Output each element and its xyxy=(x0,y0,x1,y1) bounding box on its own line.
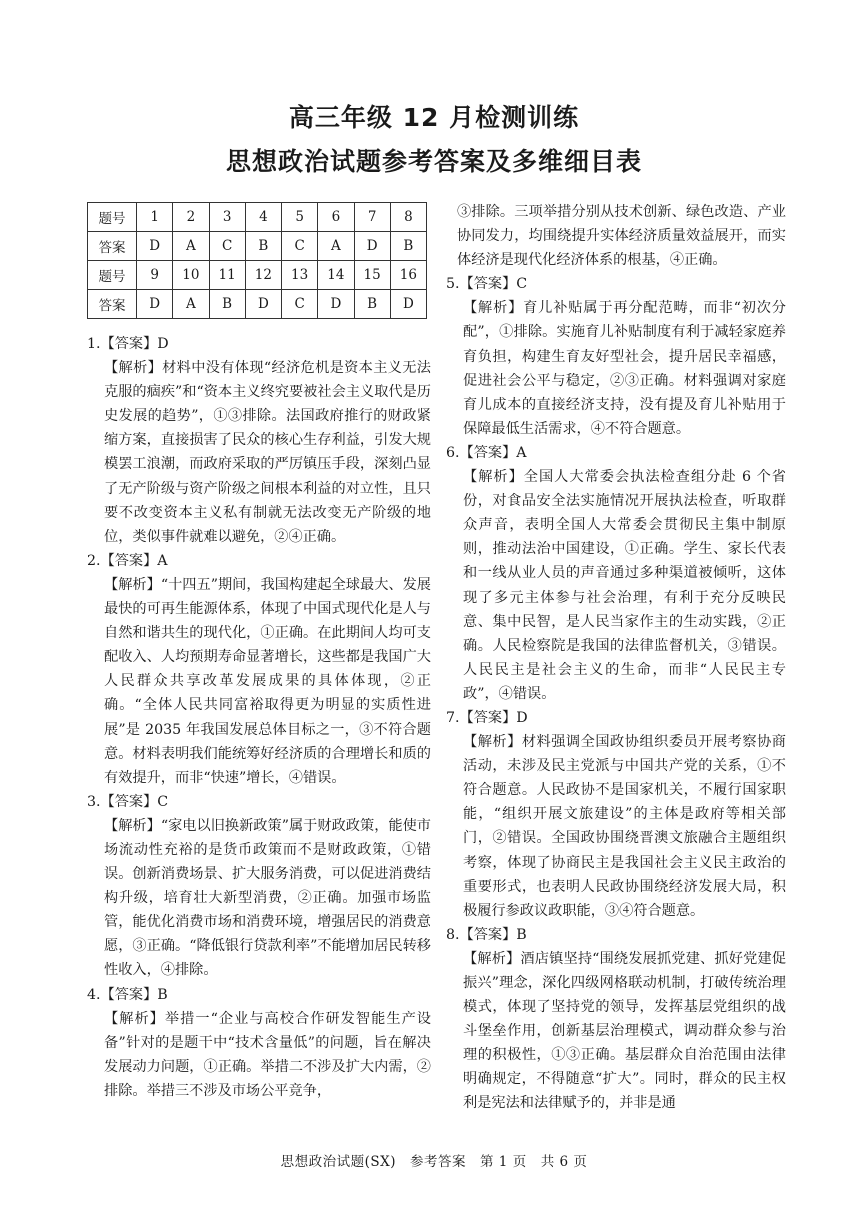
table-cell: D xyxy=(390,290,426,319)
answer-explanation: 【解析】材料强调全国政协组织委员开展考察协商活动，未涉及民主党派与中国共产党的关系，①不符合题意。人民政协不是国家机关，不履行国家职能，“组织开展文旅建设”的主体是政府等相关部门，②错误。全国政协围绕晋澳文旅融合主题组织考察，体现了协商民主是我国社会主义民主政治的重要形式，也表明人民政协围绕经济发展大局，积极履行参政议政职能，③④符合题意。 xyxy=(463,734,786,919)
answer-entry-7 xyxy=(446,706,786,923)
answer-heading: 7.【答案】D xyxy=(446,709,528,726)
answer-entry-5 xyxy=(446,272,786,441)
table-cell: 14 xyxy=(318,261,354,290)
table-cell: 2 xyxy=(173,203,209,232)
answer-entry-1 xyxy=(87,332,431,549)
table-row-label: 题号 xyxy=(88,261,137,290)
answer-explanation: 【解析】育儿补贴属于再分配范畴，而非“初次分配”，①排除。实施育儿补贴制度有利于减轻家庭养育负担，构建生育友好型社会，提升居民幸福感，促进社会公平与稳定，②③正确。材料强调对家庭育儿成本的直接经济支持，没有提及育儿补贴用于保障最低生活需求，④不符合题意。 xyxy=(463,300,786,437)
table-cell: B xyxy=(245,232,281,261)
answer-explanation: 【解析】材料中没有体现“经济危机是资本主义无法克服的痼疾”和“资本主义终究要被社会主义取代是历史发展的趋势”，①③排除。法国政府推行的财政紧缩方案，直接损害了民众的核心生存利益，引发大规模罢工浪潮，而政府采取的严厉镇压手段，深刻凸显了无产阶级与资产阶级之间根本利益的对立性，且只要不改变资本主义私有制就无法改变无产阶级的地位，类似事件就难以避免，②④正确。 xyxy=(104,360,431,545)
table-cell: B xyxy=(354,290,390,319)
page-subtitle: 思想政治试题参考答案及多维细目表 xyxy=(225,147,642,176)
answer-heading: 8.【答案】B xyxy=(446,926,527,943)
answer-heading: 2.【答案】A xyxy=(87,552,168,569)
table-cell: A xyxy=(173,290,209,319)
table-cell: 11 xyxy=(209,261,245,290)
table-row-label: 答案 xyxy=(88,232,137,261)
answer-explanation: 【解析】“十四五”期间，我国构建起全球最大、发展最快的可再生能源体系，体现了中国式现代化是人与自然和谐共生的现代化，①正确。在此期间人均可支配收入、人均预期寿命显著增长，这些都是我国广大人民群众共享改革发展成果的具体体现，②正确。“全体人民共同富裕取得更为明显的实质性进展”是 2035 年我国发展总体目标之一，③不符合题意。材料表明我们能统筹好经济质的合理增长和质的有效提升，而非“快速”增长，④错误。 xyxy=(104,576,431,786)
table-cell: B xyxy=(390,232,426,261)
table-cell: 13 xyxy=(282,261,318,290)
table-row-label: 答案 xyxy=(88,290,137,319)
table-cell: 5 xyxy=(282,203,318,232)
table-cell: 3 xyxy=(209,203,245,232)
table-cell: 6 xyxy=(318,203,354,232)
answer-heading: 5.【答案】C xyxy=(446,276,528,293)
right-column xyxy=(446,200,786,1116)
table-cell: C xyxy=(209,232,245,261)
table-cell: 9 xyxy=(137,261,173,290)
answer-heading: 3.【答案】C xyxy=(87,793,169,810)
answer-entry-4 xyxy=(87,983,431,1103)
table-cell: 7 xyxy=(354,203,390,232)
answer-explanation: 【解析】举措一“企业与高校合作研发智能生产设备”针对的是题干中“技术含量低”的问题，旨在解决发展动力问题，①正确。举措二不涉及扩大内需，②排除。举措三不涉及市场公平竞争， xyxy=(104,1010,431,1099)
answer-heading: 4.【答案】B xyxy=(87,986,168,1003)
answer-explanation: 【解析】酒店镇坚持“围绕发展抓党建、抓好党建促振兴”理念，深化四级网格联动机制，打破传统治理模式，体现了坚持党的领导，发挥基层党组织的战斗堡垒作用，创新基层治理模式，调动群众参与治理的积极性，①③正确。基层群众自治范围由法律明确规定，不得随意“扩大”。同时，群众的民主权利是宪法和法律赋予的，并非是通 xyxy=(463,950,786,1112)
table-row xyxy=(88,290,427,319)
left-column xyxy=(87,332,431,1103)
answer-explanation-continued: ③排除。三项举措分别从技术创新、绿色改造、产业协同发力，均围绕提升实体经济质量效益展开，而实体经济是现代化经济体系的根基，④正确。 xyxy=(457,204,786,269)
table-cell: D xyxy=(245,290,281,319)
table-cell: 1 xyxy=(137,203,173,232)
table-row xyxy=(88,232,427,261)
answer-table xyxy=(87,202,427,319)
table-cell: D xyxy=(354,232,390,261)
answer-explanation: 【解析】“家电以旧换新政策”属于财政政策，能使市场流动性充裕的是货币政策而不是财政政策，①错误。创新消费场景、扩大服务消费，可以促进消费结构升级，培育壮大新型消费，②正确。加强市场监管，能优化消费市场和消费环境，增强居民的消费意愿，③正确。“降低银行贷款利率”不能增加居民转移性收入，④排除。 xyxy=(104,817,431,979)
answer-explanation: 【解析】全国人大常委会执法检查组分赴 6 个省份，对食品安全法实施情况开展执法检查，听取群众声音，表明全国人大常委会贯彻民主集中制原则，推动法治中国建设，①正确。学生、家长代表和一线从业人员的声音通过多种渠道被倾听，这体现了多元主体参与社会治理，有利于充分反映民意、集中民智，是人民当家作主的生动实践，②正确。人民检察院是我国的法律监督机关，③错误。人民民主是社会主义的生命，而非“人民民主专政”，④错误。 xyxy=(463,469,786,702)
table-cell: 8 xyxy=(390,203,426,232)
table-cell: C xyxy=(282,232,318,261)
table-cell: B xyxy=(209,290,245,319)
answer-entry-3 xyxy=(87,790,431,983)
table-cell: 16 xyxy=(390,261,426,290)
answer-heading: 1.【答案】D xyxy=(87,336,169,352)
answer-heading: 6.【答案】A xyxy=(446,444,527,461)
table-cell: C xyxy=(282,290,318,319)
table-cell: 15 xyxy=(354,261,390,290)
answer-entry-6 xyxy=(446,441,786,706)
page-title: 高三年级 12 月检测训练 xyxy=(288,103,580,132)
table-cell: A xyxy=(318,232,354,261)
answer-entry-8 xyxy=(446,923,786,1116)
table-cell: D xyxy=(137,232,173,261)
table-cell: 4 xyxy=(245,203,281,232)
table-row-label: 题号 xyxy=(88,203,137,232)
page-footer: 思想政治试题(SX) 参考答案 第 1 页 共 6 页 xyxy=(280,1154,588,1170)
table-row xyxy=(88,203,427,232)
answer-entry-2 xyxy=(87,549,431,790)
table-row xyxy=(88,261,427,290)
table-cell: A xyxy=(173,232,209,261)
table-cell: 12 xyxy=(245,261,281,290)
table-cell: D xyxy=(318,290,354,319)
table-cell: 10 xyxy=(173,261,209,290)
table-cell: D xyxy=(137,290,173,319)
